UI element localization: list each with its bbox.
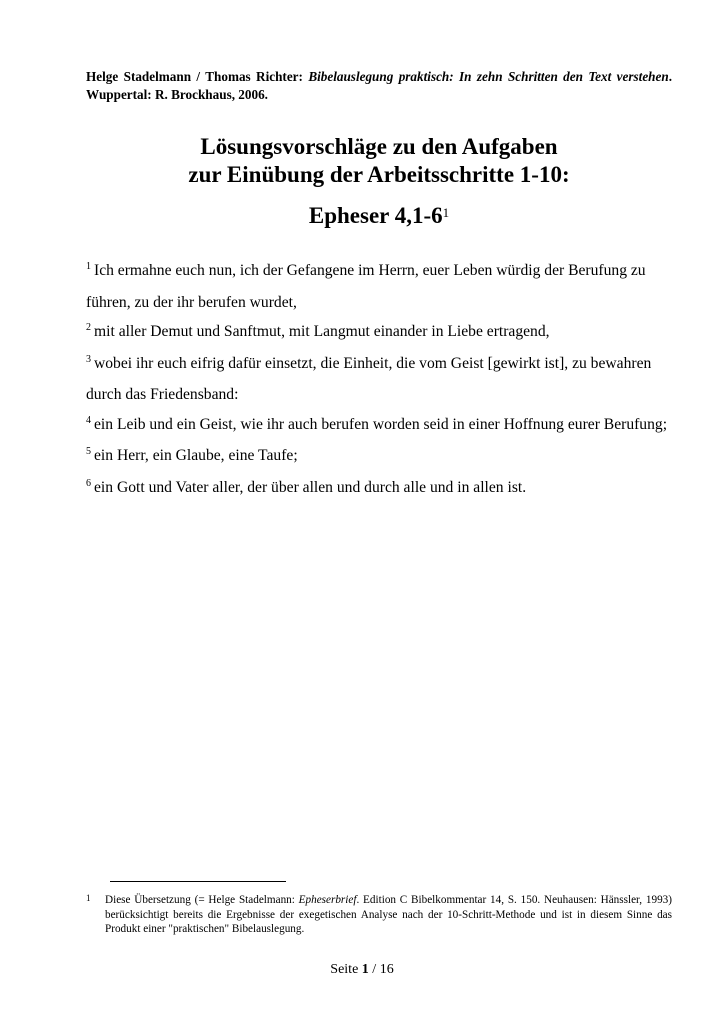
- footnote-text-before: Diese Übersetzung (= Helge Stadelmann:: [105, 894, 299, 906]
- verse-number: 3: [86, 353, 91, 365]
- footnote: [86, 893, 672, 937]
- citation-authors: Helge Stadelmann / Thomas Richter:: [86, 69, 309, 84]
- footnote-text: [105, 893, 672, 937]
- verse-number: 1: [86, 261, 91, 272]
- footnote-reference[interactable]: 1: [442, 205, 450, 220]
- footnote-italic-title: Epheserbrief: [298, 894, 357, 906]
- page-total: 16: [379, 962, 394, 977]
- verse-text: wobei ihr euch eifrig dafür einsetzt, die Einheit, die vom Geist [gewirkt ist], zu bewahren durch das Friedensband:: [86, 354, 652, 403]
- verse-number: 5: [86, 446, 91, 457]
- citation-publisher: . Wuppertal: R. Brockhaus, 2006.: [86, 69, 672, 102]
- verse-4: [86, 410, 672, 442]
- verse-text: Ich ermahne euch nun, ich der Gefangene im Herrn, euer Leben würdig der Berufung zu führen, zu der ihr berufen wurdet,: [86, 262, 646, 311]
- page-current: 1: [361, 962, 369, 977]
- verse-1: [86, 256, 672, 317]
- verse-number: 6: [86, 477, 91, 489]
- verse-5: [86, 441, 672, 473]
- verse-text: ein Leib und ein Geist, wie ihr auch berufen worden seid in einer Hoffnung eurer Berufung;: [94, 415, 668, 433]
- verse-text: ein Gott und Vater aller, der über allen und durch alle und in allen ist.: [94, 478, 527, 496]
- title-line-2: zur Einübung der Arbeitsschritte 1-10:: [188, 162, 570, 187]
- verse-6: [86, 473, 672, 505]
- verse-text: ein Herr, ein Glaube, eine Taufe;: [94, 447, 298, 464]
- verse-number: 2: [86, 322, 91, 333]
- page-number: [0, 962, 724, 978]
- verse-2: [86, 317, 672, 349]
- verse-3: [86, 349, 672, 410]
- page-separator: /: [368, 962, 380, 977]
- footnote-mark: 1: [86, 893, 91, 903]
- title-line-3: Epheser 4,1-6: [308, 203, 443, 228]
- title-line-1: Lösungsvorschläge zu den Aufgaben: [200, 134, 558, 159]
- verse-text: mit aller Demut und Sanftmut, mit Langmut einander in Liebe ertragend,: [94, 323, 550, 340]
- verse-number: 4: [86, 414, 91, 426]
- title-scripture-reference: [86, 202, 672, 230]
- citation-book-title: Bibelauslegung praktisch: In zehn Schritten den Text verstehen: [308, 69, 669, 84]
- footnote-separator: [110, 881, 286, 882]
- bibliographic-citation: [86, 68, 672, 104]
- verse-list: [86, 256, 672, 504]
- footnote-text-after: . Edition C Bibelkommentar 14, S. 150. Neuhausen: Hänssler, 1993) berücksichtigt bereits die Ergebnisse der exegetischen Analyse nach der 10-Schritt-Methode und ist in diesem Sinne das Produkt einer "praktischen" Bibelauslegung.: [105, 894, 673, 935]
- page-label: Seite: [330, 962, 362, 977]
